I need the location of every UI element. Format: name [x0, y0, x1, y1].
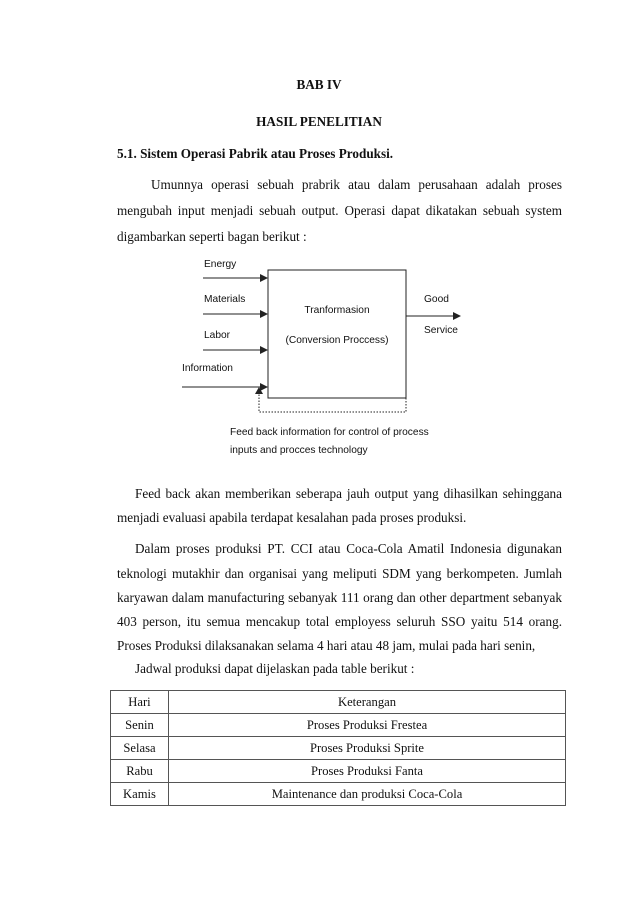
table-row — [111, 737, 566, 760]
process-subtitle: (Conversion Proccess) — [285, 335, 389, 346]
cell-description: Proses Produksi Fanta — [169, 760, 566, 783]
feedback-caption-line-2: inputs and procces technology — [230, 445, 368, 456]
production-line-4: 403 person, itu semua mencakup total employess seluruh SSO yaitu 514 orang. — [117, 614, 562, 629]
process-title: Tranformasion — [304, 305, 370, 316]
feedback-arrowhead — [255, 387, 263, 394]
cell-day: Senin — [111, 714, 169, 737]
production-line-1: Dalam proses produksi PT. CCI atau Coca-Cola Amatil Indonesia digunakan — [135, 541, 562, 556]
cell-description: Proses Produksi Sprite — [169, 737, 566, 760]
input-label-materials: Materials — [204, 294, 246, 305]
feedback-line-1: Feed back akan memberikan seberapa jauh output yang dihasilkan sehinggana — [135, 486, 562, 501]
cell-day: Kamis — [111, 783, 169, 806]
chapter-number: BAB IV — [296, 77, 342, 92]
output-label-good: Good — [424, 294, 449, 305]
table-row — [111, 714, 566, 737]
table-header-row — [111, 691, 566, 714]
cell-description: Maintenance dan produksi Coca-Cola — [169, 783, 566, 806]
input-label-energy: Energy — [204, 259, 237, 270]
cell-description: Proses Produksi Frestea — [169, 714, 566, 737]
production-line-3: karyawan dalam manufacturing sebanyak 111 orang dan other department sebanyak — [117, 590, 562, 605]
schedule-table — [110, 690, 566, 806]
chapter-title: HASIL PENELITIAN — [256, 114, 382, 129]
intro-line-2: mengubah input menjadi sebuah output. Operasi dapat dikatakan sebuah system — [117, 203, 562, 218]
section-heading: 5.1. Sistem Operasi Pabrik atau Proses Produksi. — [117, 146, 394, 161]
cell-day: Selasa — [111, 737, 169, 760]
intro-line-3: digambarkan seperti bagan berikut : — [117, 229, 307, 244]
production-line-2: teknologi mutakhir dan organisai yang meliputi SDM yang berkompeten. Jumlah — [117, 566, 562, 581]
table-row — [111, 760, 566, 783]
production-line-5: Proses Produksi dilaksanakan selama 4 hari atau 48 jam, mulai pada hari senin, — [117, 638, 536, 653]
schedule-intro: Jadwal produksi dapat dijelaskan pada table berikut : — [135, 661, 415, 676]
cell-day: Rabu — [111, 760, 169, 783]
feedback-caption-line-1: Feed back information for control of process — [230, 427, 429, 438]
header-day: Hari — [111, 691, 169, 714]
feedback-line-2: menjadi evaluasi apabila terdapat kesalahan pada proses produksi. — [117, 510, 467, 525]
header-description: Keterangan — [169, 691, 566, 714]
input-label-information: Information — [182, 363, 233, 374]
input-label-labor: Labor — [204, 330, 231, 341]
table-row — [111, 783, 566, 806]
output-label-service: Service — [424, 325, 458, 336]
process-box — [268, 270, 406, 398]
intro-line-1: Umunnya operasi sebuah prabrik atau dalam perusahaan adalah proses — [151, 177, 562, 192]
